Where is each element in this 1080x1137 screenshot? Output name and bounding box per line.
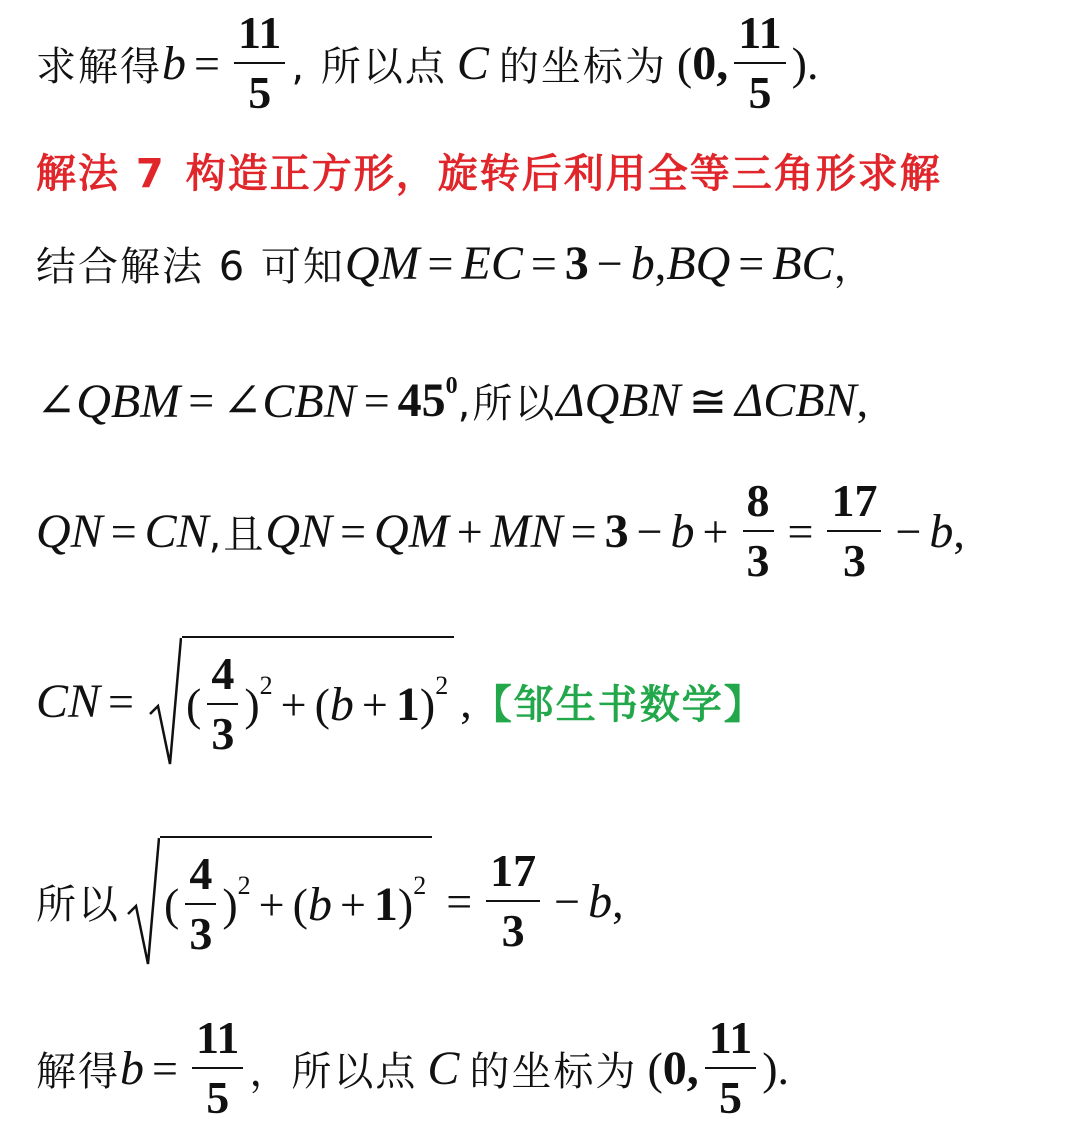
numerator: 11 xyxy=(237,7,282,58)
comma: , xyxy=(460,675,472,727)
seg-QM: QM xyxy=(344,237,420,290)
triangle-QBN: ΔQBN xyxy=(556,374,681,427)
triangle-CBN: ΔCBN xyxy=(735,374,857,427)
var-b: b xyxy=(120,1041,144,1095)
fraction xyxy=(486,845,540,956)
minus: − xyxy=(895,505,922,557)
number: 3 xyxy=(564,237,589,290)
text: , 所以点 xyxy=(291,43,447,90)
equals: = xyxy=(530,238,557,289)
congruent: ≅ xyxy=(688,375,728,427)
text: 的坐标为 xyxy=(498,43,667,90)
radicand xyxy=(160,836,432,966)
denominator: 5 xyxy=(248,67,272,118)
numerator: 4 xyxy=(189,848,213,899)
equals: = xyxy=(446,875,473,927)
numerator: 17 xyxy=(490,845,537,896)
seg-CN: CN xyxy=(36,674,101,728)
text: 结合解法 6 可知 xyxy=(36,244,345,290)
superscript: 0 xyxy=(445,373,458,399)
radicand xyxy=(182,636,454,766)
seg-BQ: BQ xyxy=(666,237,731,290)
text: ,且 xyxy=(208,511,266,558)
line-equalities xyxy=(36,235,876,292)
number: 1 xyxy=(395,677,420,731)
line-angles xyxy=(36,372,868,429)
paren: ( xyxy=(314,678,330,730)
text: ，所以点 xyxy=(249,1048,418,1095)
method-title: 构造正方形，旋转后利用全等三角形求解 xyxy=(185,151,942,197)
paren: ) xyxy=(222,878,238,930)
var-b: b xyxy=(630,237,655,290)
paren: ( xyxy=(647,1042,663,1094)
square-root xyxy=(126,836,432,966)
seg-QN: QN xyxy=(36,504,103,558)
minus: − xyxy=(554,875,581,927)
line-QN xyxy=(36,475,965,586)
method-label: 解法 7 xyxy=(36,151,166,197)
number: 3 xyxy=(604,504,629,558)
text: 的坐标为 xyxy=(469,1048,638,1095)
number: 0, xyxy=(662,1041,699,1095)
method-heading xyxy=(36,142,942,199)
equals: = xyxy=(738,238,765,289)
equals: = xyxy=(570,505,597,557)
plus: + xyxy=(361,678,388,730)
numerator: 8 xyxy=(746,475,770,526)
text: 解得 xyxy=(36,1048,120,1095)
text: 求解得 xyxy=(36,43,162,90)
exponent: 2 xyxy=(413,871,427,900)
numerator: 11 xyxy=(738,7,782,58)
fraction xyxy=(705,1012,756,1123)
equals: = xyxy=(152,1042,178,1094)
paren: ). xyxy=(762,1042,790,1094)
paren: ) xyxy=(419,678,436,730)
paren: ( xyxy=(185,678,202,730)
number: 1 xyxy=(373,877,398,931)
angle-CBN: ∠CBN xyxy=(222,374,356,428)
paren: ( xyxy=(292,878,308,930)
numerator: 11 xyxy=(708,1012,753,1063)
comma: , xyxy=(856,375,869,426)
seg-QM: QM xyxy=(374,504,449,558)
paren: ( xyxy=(164,878,180,930)
equals: = xyxy=(108,675,134,727)
line-equation xyxy=(36,836,624,966)
line-result-1 xyxy=(36,7,819,118)
minus: − xyxy=(636,505,663,557)
denominator: 5 xyxy=(206,1072,230,1123)
equals: = xyxy=(194,37,220,89)
comma: , xyxy=(953,505,965,557)
plus: + xyxy=(339,878,366,930)
comma: , xyxy=(612,875,624,927)
denominator: 3 xyxy=(501,905,525,956)
plus: + xyxy=(702,505,729,557)
seg-CN: CN xyxy=(144,504,209,558)
radical-sign-icon xyxy=(126,836,160,966)
equals: = xyxy=(188,375,215,426)
number: 0, xyxy=(692,36,729,90)
radical-sign-icon xyxy=(148,636,182,766)
numerator: 17 xyxy=(831,475,878,526)
exponent: 2 xyxy=(435,671,449,700)
point-C: C xyxy=(427,1041,460,1095)
seg-EC: EC xyxy=(461,237,523,290)
var-b: b xyxy=(329,677,354,731)
equals: = xyxy=(787,505,814,557)
equals: = xyxy=(340,505,367,557)
var-b: b xyxy=(307,877,332,931)
denominator: 3 xyxy=(211,708,235,759)
line-result-2 xyxy=(36,1012,790,1123)
denominator: 3 xyxy=(189,908,213,959)
equals: = xyxy=(363,375,390,426)
denominator: 3 xyxy=(842,535,866,586)
text: ,所以 xyxy=(457,381,557,427)
var-b: b xyxy=(162,36,186,90)
angle-QBM: ∠QBM xyxy=(36,374,181,428)
equals: = xyxy=(427,238,454,289)
exponent: 2 xyxy=(259,671,273,700)
paren: ). xyxy=(791,37,819,89)
plus: + xyxy=(258,878,285,930)
var-b: b xyxy=(670,504,695,558)
fraction xyxy=(234,7,285,118)
seg-BC: BC xyxy=(772,237,834,290)
fraction xyxy=(185,848,216,959)
denominator: 5 xyxy=(748,67,772,118)
var-b: b xyxy=(929,504,954,558)
var-b: b xyxy=(588,874,613,928)
denominator: 3 xyxy=(746,535,770,586)
numerator: 11 xyxy=(195,1012,240,1063)
text: 所以 xyxy=(36,881,120,928)
exponent: 2 xyxy=(237,871,251,900)
denominator: 5 xyxy=(719,1072,742,1123)
comma: , xyxy=(654,238,667,289)
minus: − xyxy=(596,238,623,289)
fraction xyxy=(827,475,881,586)
line-CN-root xyxy=(36,636,766,766)
square-root xyxy=(148,636,454,766)
comma: ， xyxy=(833,244,876,290)
equals: = xyxy=(110,505,137,557)
fraction xyxy=(734,7,785,118)
fraction xyxy=(207,648,238,759)
paren: ) xyxy=(244,678,260,730)
fraction xyxy=(192,1012,243,1123)
paren: ( xyxy=(676,37,693,89)
paren: ) xyxy=(397,878,414,930)
plus: + xyxy=(280,678,307,730)
seg-MN: MN xyxy=(490,504,563,558)
fraction xyxy=(743,475,774,586)
seg-QN: QN xyxy=(265,504,333,558)
brand-tag: 【邹生书数学】 xyxy=(471,681,766,728)
number: 45 xyxy=(397,374,446,427)
point-C: C xyxy=(456,36,489,90)
numerator: 4 xyxy=(211,648,235,699)
plus: + xyxy=(456,505,483,557)
